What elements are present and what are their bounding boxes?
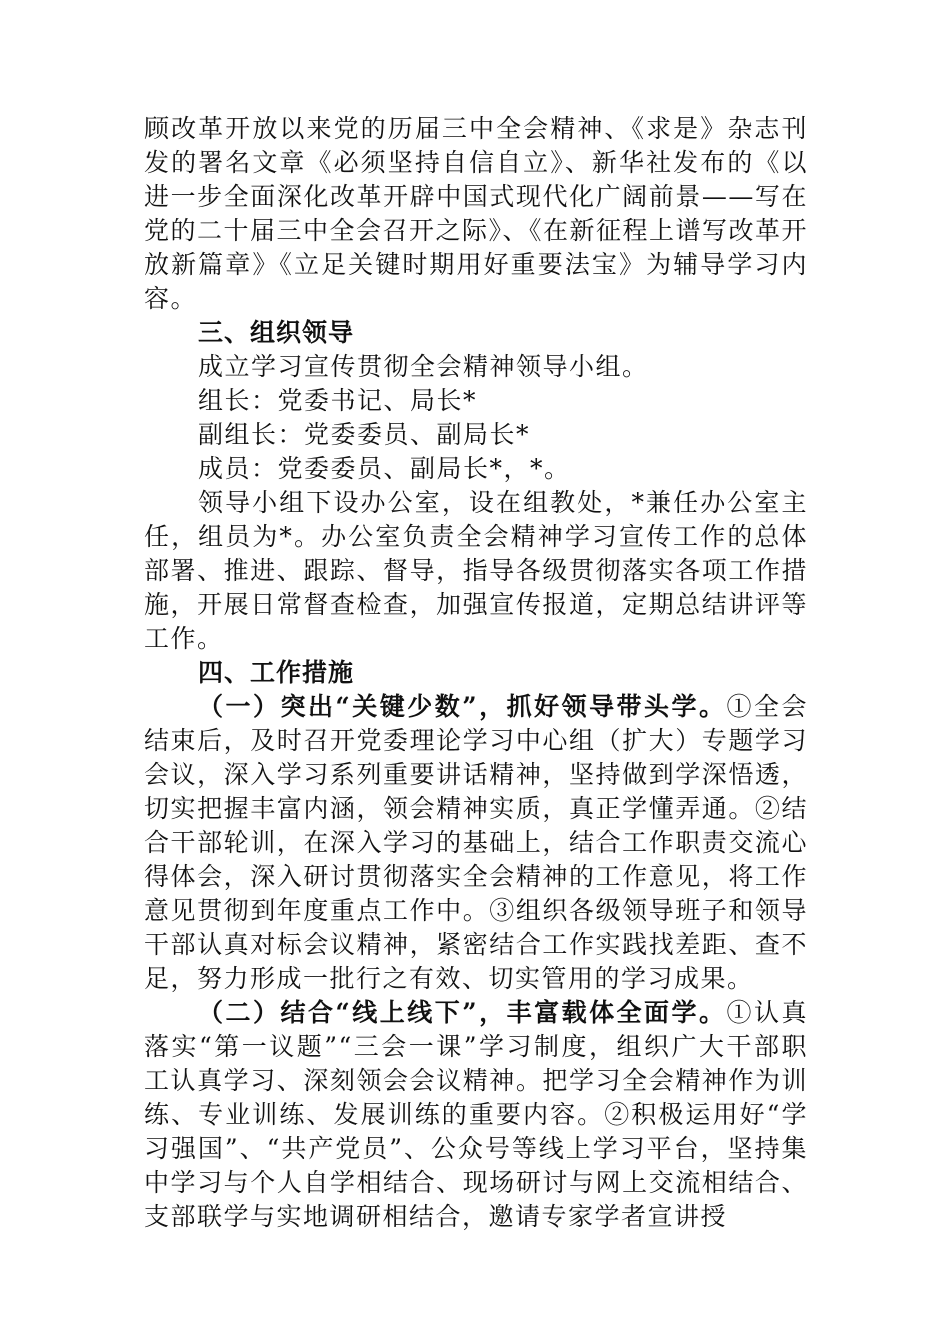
measure-1-title: （一）突出“关键少数”，抓好领导带头学。 xyxy=(198,692,727,721)
paragraph-deputy-leader: 副组长：党委委员、副局长* xyxy=(198,420,531,449)
section-heading-measures: 四、工作措施 xyxy=(198,658,355,687)
paragraph-measure-1 xyxy=(144,690,808,996)
paragraph-members: 成员：党委委员、副局长*，*。 xyxy=(198,454,571,483)
measure-2-body: ①认真落实“第一议题”“三会一课”学习制度，组织广大干部职工认真学习、深刻领会会议精神。把学习全会精神作为训练、专业训练、发展训练的重要内容。②积极运用好“学习强国”、“共产党员”、公众号等线上学习平台，坚持集中学习与个人自学相结合、现场研讨与网上交流相结合、支部联学与实地调研相结合，邀请专家学者宣讲授 xyxy=(144,998,808,1231)
document-page xyxy=(144,112,808,1234)
paragraph-measure-2 xyxy=(144,996,808,1234)
section-heading-organization: 三、组织领导 xyxy=(198,318,355,347)
paragraph-office: 领导小组下设办公室，设在组教处，*兼任办公室主任，组员为*。办公室负责全会精神学习宣传工作的总体部署、推进、跟踪、督导，指导各级贯彻落实各项工作措施，开展日常督查检查，加强宣传报道，定期总结讲评等工作。 xyxy=(144,488,808,653)
paragraph-group-leader: 组长：党委书记、局长* xyxy=(198,386,478,415)
paragraph-leading-group: 成立学习宣传贯彻全会精神领导小组。 xyxy=(198,352,649,381)
measure-1-body: ①全会结束后，及时召开党委理论学习中心组（扩大）专题学习会议，深入学习系列重要讲话精神，坚持做到学深悟透，切实把握丰富内涵，领会精神实质，真正学懂弄通。②结合干部轮训，在深入学习的基础上，结合工作职责交流心得体会，深入研讨贯彻落实全会精神的工作意见，将工作意见贯彻到年度重点工作中。③组织各级领导班子和领导干部认真对标会议精神，紧密结合工作实践找差距、查不足，努力形成一批行之有效、切实管用的学习成果。 xyxy=(144,692,808,993)
paragraph-intro-continued: 顾改革开放以来党的历届三中全会精神、《求是》杂志刊发的署名文章《必须坚持自信自立》、新华社发布的《以进一步全面深化改革开辟中国式现代化广阔前景——写在党的二十届三中全会召开之际》、《在新征程上谱写改革开放新篇章》《立足关键时期用好重要法宝》为辅导学习内容。 xyxy=(144,114,809,313)
measure-2-title: （二）结合“线上线下”，丰富载体全面学。 xyxy=(198,998,727,1027)
